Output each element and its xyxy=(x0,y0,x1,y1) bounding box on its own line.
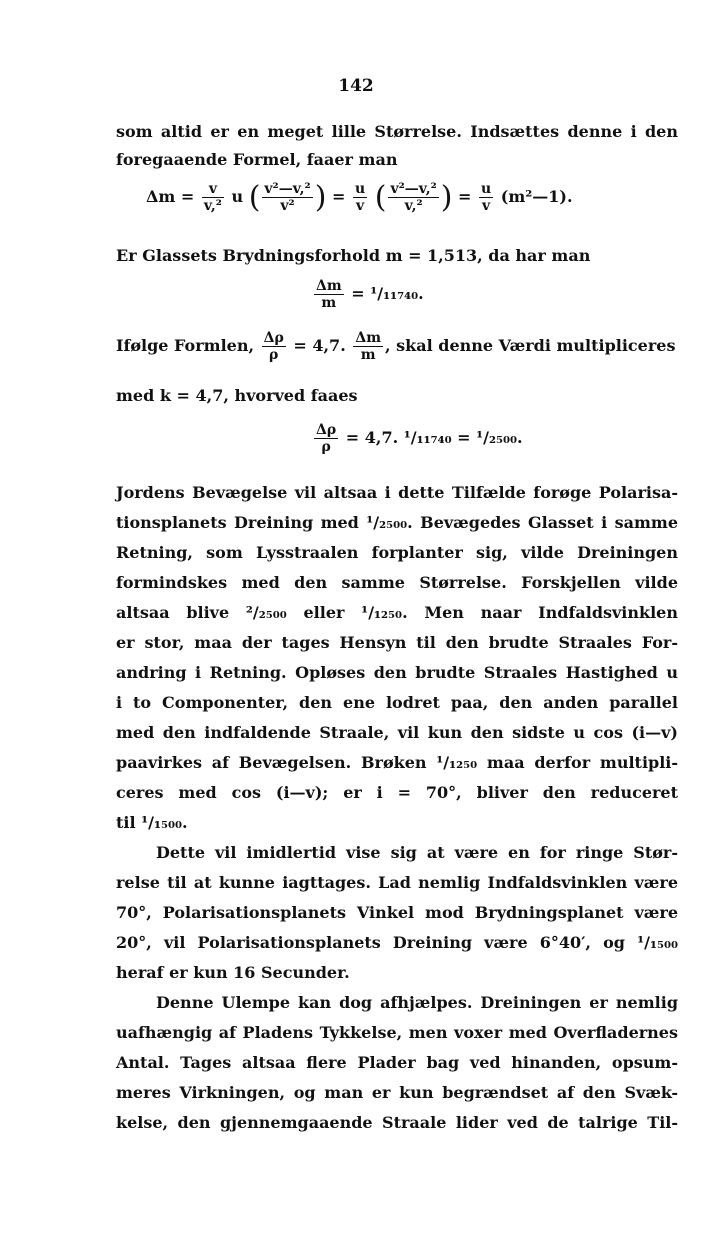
text-line: foregaaende Formel, faaer man xyxy=(116,150,398,169)
text-line: 70°, Polarisationsplanets Vinkel mod Brydningsplanet være xyxy=(116,903,678,922)
fraction: $\frac{\Delta m}{m}$ xyxy=(355,330,382,363)
formula-rhs: = 4,7. ¹/₁₁₇₄₀ = ¹/₂₅₀₀. xyxy=(345,428,523,447)
formula-rhs: = ¹/₁₁₇₄₀. xyxy=(351,284,424,303)
text-line: Retning, som Lysstraalen forplanter sig, vilde Dreiningen xyxy=(116,543,678,562)
formula-line-ifolge xyxy=(116,330,678,363)
text-line: i to Componenter, den ene lodret paa, den anden parallel xyxy=(116,693,678,712)
text-line: Denne Ulempe kan dog afhjælpes. Dreiningen er nemlig xyxy=(156,993,678,1012)
fraction: $\frac{v}{\text{v,²}}$ xyxy=(203,181,222,214)
text-line: 20°, vil Polarisationsplanets Dreining være 6°40′, og ¹/₁₅₀₀ xyxy=(116,933,678,952)
paragraph-denne xyxy=(116,988,678,1138)
text-line: relse til at kunne iagttages. Lad nemlig Indfaldsvinklen være xyxy=(116,873,678,892)
fraction: $\frac{\Delta m}{m}$ xyxy=(316,278,342,311)
text-fragment: Ifølge Formlen, xyxy=(116,336,255,355)
paragraph-intro xyxy=(116,118,678,174)
text-line: heraf er kun 16 Secunder. xyxy=(116,963,350,982)
fraction: $\frac{\text{v²—v,²}}{\text{v,²}}$ xyxy=(390,181,437,214)
text-line: med k = 4,7, hvorved faaes xyxy=(116,386,358,405)
formula-term: u xyxy=(231,187,244,206)
formula-dm: Δm = $\frac{v}{\text{v,²}}$ u ( $\frac{\text{v²—v,²}}{\text{v²}}$ ) = $\frac{u}{v}$ ( $\frac{\text{v²—v,²}}{\text{v,²}}$ ) = $\frac{u}{v}$ (m²—1). xyxy=(146,180,573,215)
text-line: Jordens Bevægelse vil altsaa i dette Tilfælde forøge Polarisa- xyxy=(116,483,678,502)
text-line: uafhængig af Pladens Tykkelse, men voxer med Overfladernes xyxy=(116,1023,678,1042)
fraction: $\frac{u}{v}$ xyxy=(481,181,492,214)
text-line: Dette vil imidlertid vise sig at være en for ringe Stør- xyxy=(156,843,678,862)
formula-equals: = xyxy=(458,187,472,206)
text-line: til ¹/₁₅₀₀. xyxy=(116,813,188,832)
text-line: andring i Retning. Opløses den brudte Straales Hastighed u xyxy=(116,663,678,682)
fraction: $\frac{\Delta\rho}{\rho}$ xyxy=(263,330,284,363)
text-fragment: , skal denne Værdi multipliceres xyxy=(385,336,676,355)
text-line: er stor, maa der tages Hensyn til den brudte Straales For- xyxy=(116,633,678,652)
formula-term: (m²—1). xyxy=(500,187,573,206)
text-line: formindskes med den samme Størrelse. Forskjellen vilde xyxy=(116,573,678,592)
fraction: $\frac{\Delta\rho}{\rho}$ xyxy=(316,422,337,455)
formula-drho xyxy=(312,422,523,455)
formula-dm-over-m xyxy=(312,278,424,311)
text-line: tionsplanets Dreining med ¹/₂₅₀₀. Bevægedes Glasset i samme xyxy=(116,513,678,532)
fraction: $\frac{u}{v}$ xyxy=(354,181,366,214)
paragraph-dette xyxy=(116,838,678,988)
text-line: Antal. Tages altsaa flere Plader bag ved hinanden, opsum- xyxy=(116,1053,678,1072)
paragraph-med xyxy=(116,382,678,410)
formula-lhs: Δm = xyxy=(146,187,195,206)
text-line: paavirkes af Bevægelsen. Brøken ¹/₁₂₅₀ maa derfor multipli- xyxy=(116,753,678,772)
paragraph-glass xyxy=(116,242,678,270)
formula-equals: = xyxy=(331,187,346,206)
text-line: Er Glassets Brydningsforhold m = 1,513, da har man xyxy=(116,246,591,265)
text-line: meres Virkningen, og man er kun begrændset af den Svæk- xyxy=(116,1083,678,1102)
text-fragment: = 4,7. xyxy=(293,336,346,355)
fraction: $\frac{\text{v²—v,²}}{\text{v²}}$ xyxy=(264,181,311,214)
text-line: med den indfaldende Straale, vil kun den sidste u cos (i—v) xyxy=(116,723,678,742)
page-number: 142 xyxy=(338,76,374,96)
text-line: kelse, den gjennemgaaende Straale lider ved de talrige Til- xyxy=(116,1113,678,1132)
paragraph-jordens xyxy=(116,478,678,838)
text-line: som altid er en meget lille Størrelse. Indsættes denne i den xyxy=(116,122,678,141)
text-line: altsaa blive ²/₂₅₀₀ eller ¹/₁₂₅₀. Men naar Indfaldsvinklen xyxy=(116,603,678,622)
text-line: ceres med cos (i—v); er i = 70°, bliver den reduceret xyxy=(116,783,678,802)
